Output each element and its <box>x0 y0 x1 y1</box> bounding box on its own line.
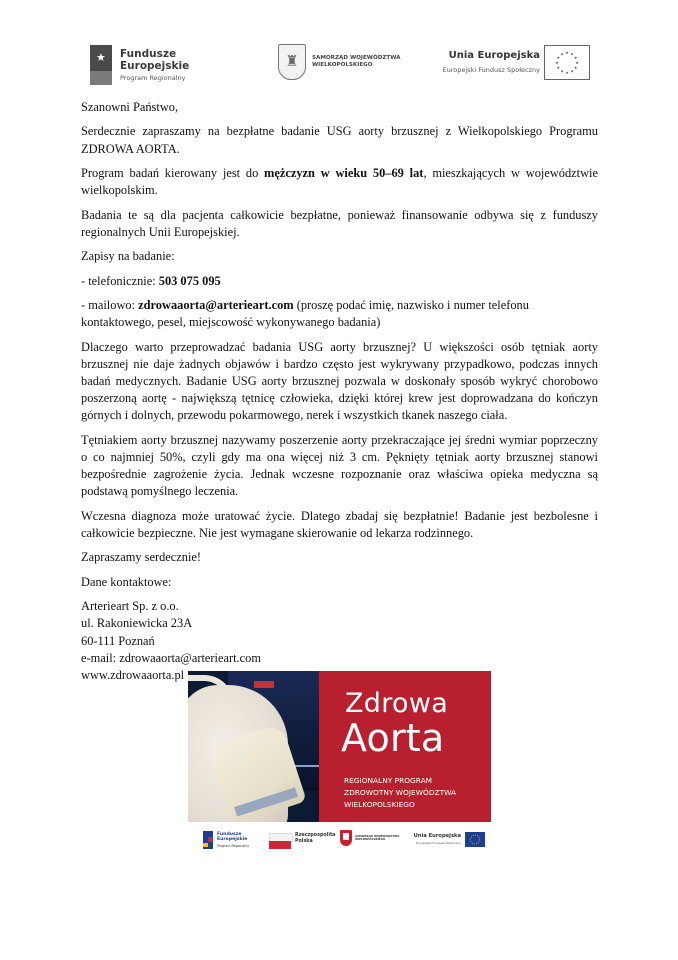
footer-samorzad-logo: SAMORZĄD WOJEWÓDZTWA WIELKOPOLSKIEGO <box>340 830 402 850</box>
contact-city: 60-111 Poznań <box>81 633 155 648</box>
banner-title-panel <box>319 671 491 822</box>
paragraph-early-diagnosis: Wczesna diagnoza może uratować życie. Dlatego zbadaj się bezpłatnie! Badanie jest bezbolesne i całkowicie bezpieczne. Nie jest wymagane skierowanie od lekarza rodzinnego. <box>81 508 598 540</box>
paragraph-aneurysm: Tętniakiem aorty brzusznej nazywamy poszerzenie aorty przekraczające jej średni wymiar poprzeczny o co najmniej 50%, czyli gdy ma ona więcej niż 3 cm. Pęknięty tętniak aorty brzusznej stanowi bezpośrednie zagrożenie życia. Jednak wczesne rozpoznanie oraz właściwa opieka medyczna są podstawą pomyślnego leczenia. <box>81 432 598 499</box>
contact-heading: Dane kontaktowe: <box>81 574 172 589</box>
footer-rzeczpospolita-logo: Rzeczpospolita Polska <box>269 833 333 851</box>
ue-line1: Unia Europejska <box>448 50 540 61</box>
star-flag-icon <box>203 831 213 849</box>
eagle-shield-icon <box>340 830 352 846</box>
eagle-shield-icon: ♜ <box>278 44 306 80</box>
svg-text:★: ★ <box>565 50 569 55</box>
signup-email-link[interactable]: zdrowaaorta@arterieart.com <box>138 297 294 312</box>
svg-text:★: ★ <box>570 68 574 74</box>
star-flag-icon: ★ <box>90 45 112 85</box>
fe-logo-line3: Program Regionalny <box>120 74 186 82</box>
footer-fundusze-logo: Fundusze Europejskie Program Regionalny <box>203 831 263 851</box>
footer-logos <box>195 830 485 852</box>
eu-flag-icon <box>544 45 590 80</box>
banner-subtitle: REGIONALNY PROGRAM ZDROWOTNY WOJEWÓDZTWA WIELKOPOLSKIEGO <box>344 776 457 809</box>
target-group-highlight: mężczyzn w wieku 50–69 lat <box>264 165 424 180</box>
contact-email[interactable]: e-mail: zdrowaaorta@arterieart.com <box>81 650 261 665</box>
paragraph-funding: Badania te są dla pacjenta całkowicie bezpłatne, ponieważ finansowanie odbywa się z funduszy regionalnych Unii Europejskiej. <box>81 207 598 239</box>
fe-logo-line1: Fundusze <box>120 48 177 60</box>
paragraph-target-group: Program badań kierowany jest do mężczyzn w wieku 50–69 lat, mieszkających w województwie wielkopolskim. <box>81 165 598 198</box>
header-logos <box>0 42 678 90</box>
svg-text:★: ★ <box>560 51 564 57</box>
svg-text:★: ★ <box>573 65 578 70</box>
greeting: Szanowni Państwo, <box>81 100 179 114</box>
signup-phone: - telefonicznie: 503 075 095 <box>81 273 221 288</box>
unia-europejska-logo <box>430 42 590 88</box>
samorzad-line1: SAMORZĄD WOJEWÓDZTWA <box>312 55 401 61</box>
samorzad-line2: WIELKOPOLSKIEGO <box>312 62 373 68</box>
fe-logo-line2: Europejskie <box>120 60 190 72</box>
letter-body <box>81 99 598 684</box>
svg-text:★: ★ <box>556 55 561 60</box>
signup-email: - mailowo: zdrowaaorta@arterieart.com (proszę podać imię, nazwisko i numer telefonu kontaktowego, pesel, miejscowość wykonywanego badania) <box>81 297 529 330</box>
phone-number[interactable]: 503 075 095 <box>158 273 221 288</box>
paragraph-why: Dlaczego warto przeprowadzać badania USG aorty brzusznej? U większości osób tętniak aorty brzusznej nie daje żadnych objawów i bardzo często jest wykrywany przypadkowo, podczas innych badań medycznych. Badanie USG aorty brzusznej pozwala w doskonały sposób wykryć chorobowo poszerzoną aortę - największą tętnicę człowieka, dzięki której krew jest doprowadzana do kończyn górnych i dolnych, przewodu pokarmowego, nerek i wszystkich tkanek naszego ciała. <box>81 339 598 423</box>
banner-title-aorta: Aorta <box>341 716 445 760</box>
samorzad-logo <box>278 44 418 88</box>
ue-line2: Europejski Fundusz Społeczny <box>442 66 540 74</box>
contact-street: ul. Rakoniewicka 23A <box>81 616 193 631</box>
contact-company: Arterieart Sp. z o.o. <box>81 599 179 614</box>
ultrasound-probe-photo <box>188 671 319 822</box>
contact-website[interactable]: www.zdrowaaorta.pl <box>81 667 185 682</box>
fundusze-europejskie-logo <box>90 45 220 87</box>
zdrowa-aorta-banner <box>188 671 491 822</box>
svg-text:★: ★ <box>560 68 564 74</box>
banner-title-zdrowa: Zdrowa <box>345 688 449 719</box>
svg-text:★: ★ <box>575 60 579 65</box>
closing: Zapraszamy serdecznie! <box>81 550 202 565</box>
svg-text:★: ★ <box>556 65 561 70</box>
signup-heading: Zapisy na badanie: <box>81 249 175 264</box>
svg-text:★: ★ <box>570 51 574 57</box>
svg-text:★: ★ <box>573 55 578 60</box>
paragraph-invitation: Serdecznie zapraszamy na bezpłatne badanie USG aorty brzusznej z Wielkopolskiego Programu ZDROWA AORTA. <box>81 124 598 156</box>
eu-flag-icon <box>465 832 485 847</box>
footer-unia-logo: Unia Europejska Europejski Fundusz Społeczny <box>411 831 485 851</box>
svg-text:★: ★ <box>565 70 569 75</box>
svg-text:★: ★ <box>555 60 559 65</box>
